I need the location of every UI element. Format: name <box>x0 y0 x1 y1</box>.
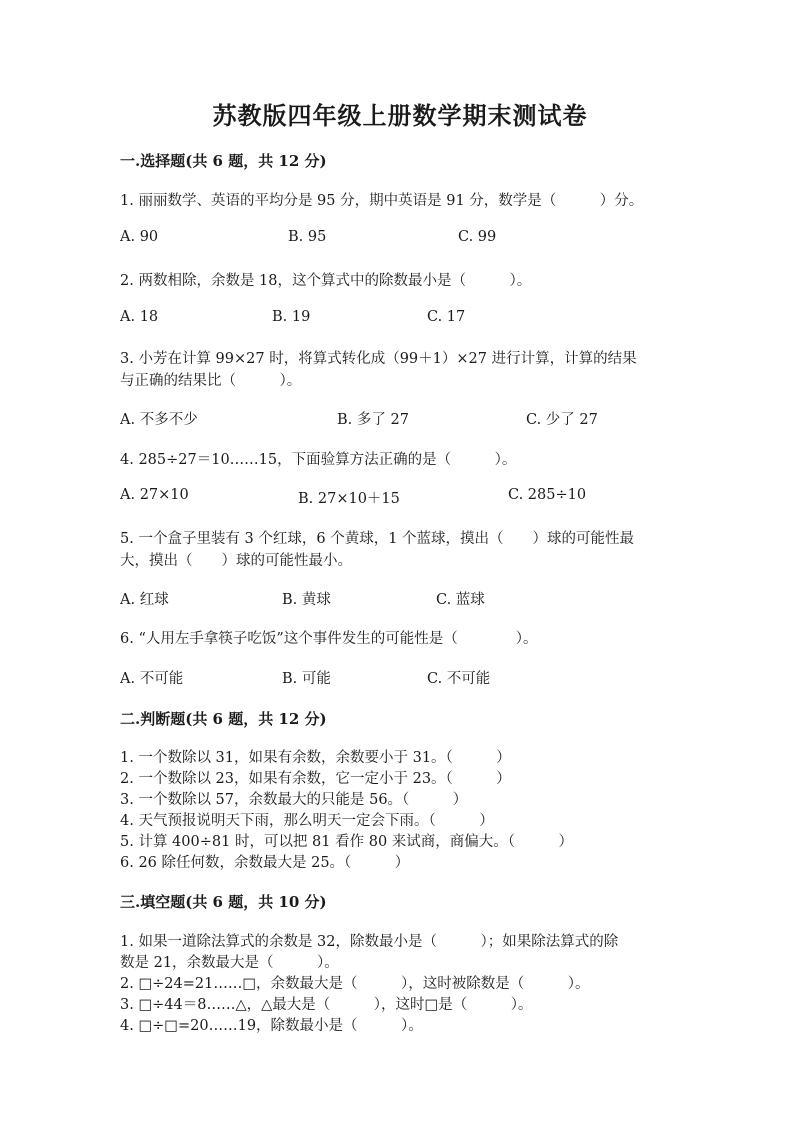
judge-item-2: 2. 一个数除以 23，如果有余数，它一定小于 23。（ ） <box>120 771 511 787</box>
fill-item-2: 2. □÷24=21……□，余数最大是（ ），这时被除数是（ ）。 <box>120 976 590 992</box>
question-4-text: 4. 285÷27＝10……15，下面验算方法正确的是（ ）。 <box>120 452 517 468</box>
page-title: 苏教版四年级上册数学期末测试卷 <box>212 101 588 130</box>
question-2-text: 2. 两数相除，余数是 18，这个算式中的除数最小是（ ）。 <box>120 273 532 289</box>
question-2-option-a: A. 18 <box>120 309 159 325</box>
question-1-option-a: A. 90 <box>120 229 159 245</box>
question-4-option-b: B. 27×10＋15 <box>298 491 400 507</box>
question-3-option-c: C. 少了 27 <box>526 412 598 428</box>
question-3-text-line-1: 3. 小芳在计算 99×27 时，将算式转化成（99＋1）×27 进行计算，计算的结果 <box>120 351 637 367</box>
judge-item-1: 1. 一个数除以 31，如果有余数，余数要小于 31。（ ） <box>120 750 511 766</box>
section-heading-fill-blank: 三.填空题(共 6 题，共 10 分) <box>120 893 327 911</box>
judge-item-4: 4. 天气预报说明天下雨，那么明天一定会下雨。（ ） <box>120 813 494 829</box>
question-5-option-c: C. 蓝球 <box>436 592 485 608</box>
question-1-text: 1. 丽丽数学、英语的平均分是 95 分，期中英语是 91 分，数学是（ ）分。 <box>120 193 644 209</box>
fill-item-4: 4. □÷□=20……19，除数最小是（ ）。 <box>120 1018 423 1034</box>
question-3-option-b: B. 多了 27 <box>337 412 409 428</box>
section-heading-true-false: 二.判断题(共 6 题，共 12 分) <box>120 710 327 728</box>
question-2-option-c: C. 17 <box>427 309 466 325</box>
question-3-option-a: A. 不多不少 <box>120 412 198 428</box>
fill-item-1-line-1: 1. 如果一道除法算式的余数是 32，除数最小是（ ）；如果除法算式的除 <box>120 934 619 950</box>
question-5-text-line-2: 大，摸出（ ）球的可能性最小。 <box>120 553 352 569</box>
question-6-option-c: C. 不可能 <box>427 671 491 687</box>
question-1-option-c: C. 99 <box>458 229 497 245</box>
judge-item-3: 3. 一个数除以 57，余数最大的只能是 56。（ ） <box>120 792 468 808</box>
question-6-text: 6. “人用左手拿筷子吃饭”这个事件发生的可能性是（ ）。 <box>120 631 538 647</box>
question-5-option-b: B. 黄球 <box>282 592 331 608</box>
judge-item-5: 5. 计算 400÷81 时，可以把 81 看作 80 来试商，商偏大。（ ） <box>120 834 574 850</box>
question-6-option-b: B. 可能 <box>282 671 331 687</box>
question-3-text-line-2: 与正确的结果比（ ）。 <box>120 373 302 389</box>
question-5-text-line-1: 5. 一个盒子里装有 3 个红球，6 个黄球，1 个蓝球，摸出（ ）球的可能性最 <box>120 531 635 547</box>
fill-item-1-line-2: 数是 21，余数最大是（ ）。 <box>120 955 339 971</box>
fill-item-3: 3. □÷44＝8……△，△最大是（ ），这时□是（ ）。 <box>120 997 533 1013</box>
question-2-option-b: B. 19 <box>272 309 311 325</box>
question-4-option-c: C. 285÷10 <box>508 487 587 503</box>
question-1-option-b: B. 95 <box>288 229 327 245</box>
question-4-option-a: A. 27×10 <box>120 487 189 503</box>
question-6-option-a: A. 不可能 <box>120 671 184 687</box>
question-5-option-a: A. 红球 <box>120 592 169 608</box>
judge-item-6: 6. 26 除任何数，余数最大是 25。（ ） <box>120 855 410 871</box>
section-heading-choice: 一.选择题(共 6 题，共 12 分) <box>120 152 327 170</box>
